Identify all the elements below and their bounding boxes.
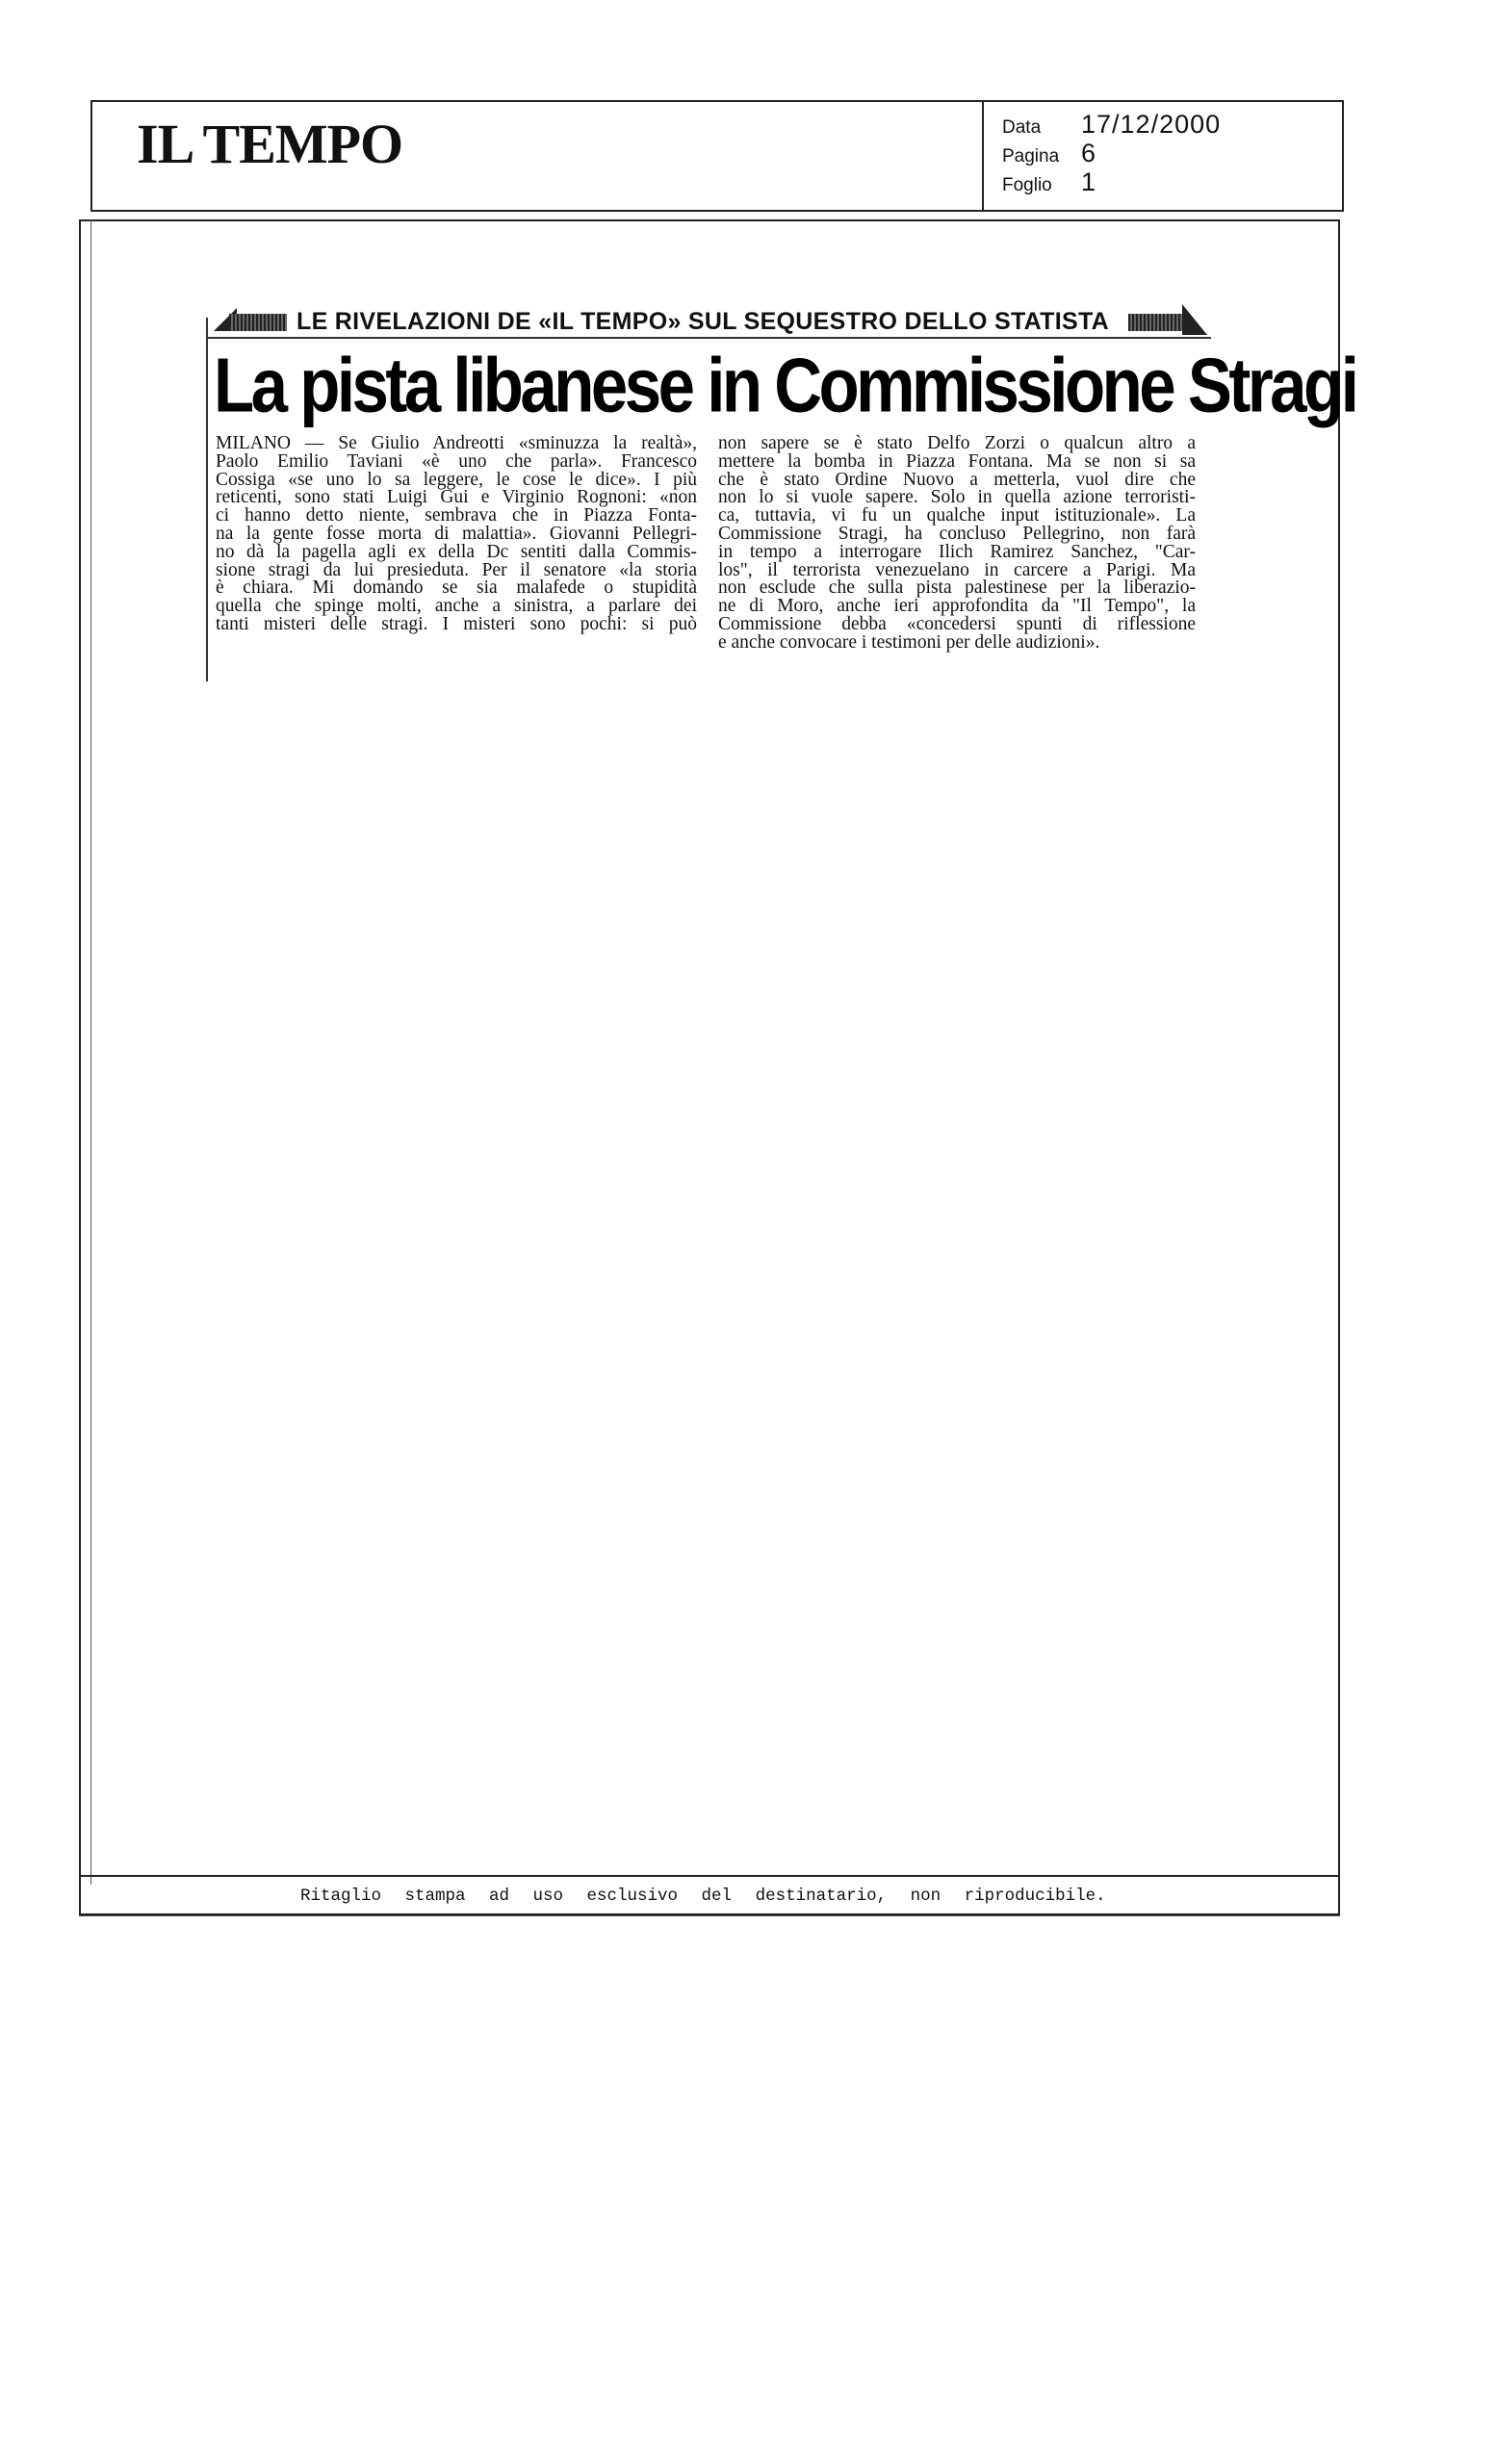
article-text-line: in tempo a interrogare Ilich Ramirez Sanchez, "Car- <box>718 541 1196 562</box>
article-text-line: non sapere se è stato Delfo Zorzi o qualcun altro a <box>718 433 1196 453</box>
date-value: 17/12/2000 <box>1081 110 1222 139</box>
article-text-line: ca, tuttavia, vi fu un qualche input istituzionale». La <box>718 505 1196 526</box>
page-row <box>1002 139 1221 167</box>
article-text-line: MILANO — Se Giulio Andreotti «sminuzza la realtà», <box>216 433 697 453</box>
footer-box <box>79 1875 1340 1915</box>
article-text-line: tanti misteri delle stragi. I misteri sono pochi: si può <box>216 613 697 634</box>
kicker-right-ornament-icon <box>1182 304 1207 335</box>
article-text-line: mettere la bomba in Piazza Fontana. Ma se non si sa <box>718 450 1196 472</box>
sheet-value: 1 <box>1081 167 1097 196</box>
article-text-line: na la gente fosse morta di malattia». Giovanni Pellegri- <box>216 523 697 544</box>
article-text-line: non lo si vuole sapere. Solo in quella azione terroristi- <box>718 487 1196 508</box>
article-text-line: Commissione debba «concedersi spunti di riflessione <box>718 613 1196 634</box>
article-text-line: quella che spinge molti, anche a sinistra, a parlare dei <box>216 596 697 617</box>
logo-box <box>92 102 984 210</box>
article-column-right <box>718 435 1196 653</box>
article-text-line: è chiara. Mi domando se sia malafede o stupidità <box>216 578 697 599</box>
article-text-line: los", il terrorista venezuelano in carcere a Parigi. Ma <box>718 559 1196 580</box>
article-text-line: ci hanno detto niente, sembrava che in Piazza Fonta- <box>216 505 697 526</box>
masthead-box <box>90 100 1344 212</box>
kicker-rule <box>206 337 1211 339</box>
clipping-metadata <box>1002 110 1221 196</box>
kicker-left-bar <box>229 314 287 331</box>
article-kicker <box>206 300 1211 339</box>
reproduction-notice: Ritaglio stampa ad uso esclusivo del destinatario, non riproducibile. <box>300 1886 1106 1906</box>
sheet-row <box>1002 167 1221 196</box>
kicker-text: LE RIVELAZIONI DE «IL TEMPO» SUL SEQUESTRO DELLO STATISTA <box>297 308 1110 335</box>
page-value: 6 <box>1081 139 1097 167</box>
article-text-line: Commissione Stragi, ha concluso Pellegrino, non farà <box>718 523 1196 544</box>
article-text-line: non esclude che sulla pista palestinese per la liberazio- <box>718 578 1196 599</box>
date-label: Data <box>1002 117 1042 138</box>
article-headline: La pista libanese in Commissione Stragi <box>214 343 1356 428</box>
newspaper-logo: IL TEMPO <box>137 113 403 175</box>
frame-inner-left-rule <box>90 219 91 1885</box>
article-text-line: sione stragi da lui presieduta. Per il senatore «la storia <box>216 559 697 580</box>
article-text-line: Cossiga «se uno lo sa leggere, le cose le dice». I più <box>216 469 697 490</box>
article-text-line: e anche convocare i testimoni per delle audizioni». <box>718 631 1100 653</box>
article-text-line: ne di Moro, anche ieri approfondita da "Il Tempo", la <box>718 596 1196 617</box>
footer-bottom-rule <box>79 1915 1340 1916</box>
date-row <box>1002 110 1221 139</box>
article-left-rule <box>206 318 208 681</box>
page-label: Pagina <box>1002 146 1060 167</box>
article-column-left <box>216 435 697 634</box>
article-text-line: Paolo Emilio Taviani «è uno che parla». Francesco <box>216 450 697 472</box>
kicker-right-bar <box>1128 314 1186 331</box>
article-text-line: reticenti, sono stati Luigi Gui e Virginio Rognoni: «non <box>216 487 697 508</box>
article-text-line: che è stato Ordine Nuovo a metterla, vuol dire che <box>718 469 1196 490</box>
sheet-label: Foglio <box>1002 175 1052 195</box>
article-text-line: no dà la pagella agli ex della Dc sentiti dalla Commis- <box>216 541 697 562</box>
